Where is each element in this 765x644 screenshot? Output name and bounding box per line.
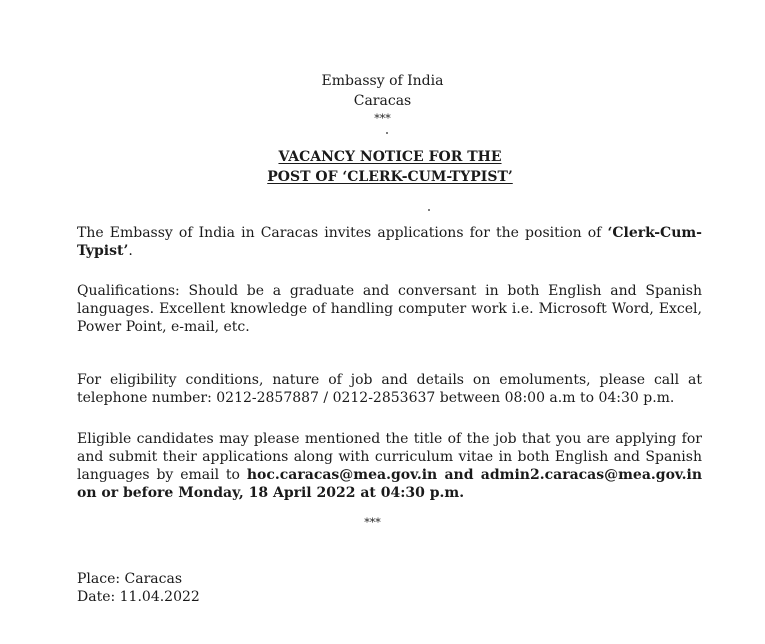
eligibility-paragraph: For eligibility conditions, nature of job and details on emoluments, please call at telephone number: 0212-2857887 / 0212-2853637 between 08:00 a.m to 04:30 p.m. [77, 372, 702, 406]
qualifications-paragraph: Qualifications: Should be a graduate and conversant in both English and Spanish languages. Excellent knowledge of handling computer work i.e. Microsoft Word, Excel, Power Point, e-mail, etc. [77, 283, 702, 335]
header-separator: *** [374, 112, 391, 125]
intro-paragraph [77, 224, 702, 260]
speck-mark [386, 132, 388, 134]
notice-title-line-1: VACANCY NOTICE FOR THE [278, 149, 502, 165]
intro-end: . [128, 243, 133, 259]
intro-text: The Embassy of India in Caracas invites applications for the position of [77, 225, 608, 241]
application-emails-deadline: hoc.caracas@mea.gov.in and admin2.caracas@mea.gov.in on or before Monday, 18 April 2022 at 04:30 p.m. [77, 467, 703, 501]
header-city: Caracas [353, 93, 412, 109]
speck-mark [428, 209, 430, 211]
footer-separator: *** [364, 516, 381, 529]
notice-title-line-2: POST OF ‘CLERK-CUM-TYPIST’ [267, 169, 513, 185]
application-text: Eligible candidates may please mentioned the title of the job that you are applying for and submit their applications along with curriculum vitae in both English and Spanish languages by email to [77, 431, 702, 483]
position-name: ‘Clerk-Cum-Typist’ [77, 225, 702, 259]
date-line: Date: 11.04.2022 [77, 589, 200, 605]
place-line: Place: Caracas [77, 571, 183, 587]
application-paragraph [77, 430, 702, 502]
header-organization: Embassy of India [321, 73, 444, 89]
